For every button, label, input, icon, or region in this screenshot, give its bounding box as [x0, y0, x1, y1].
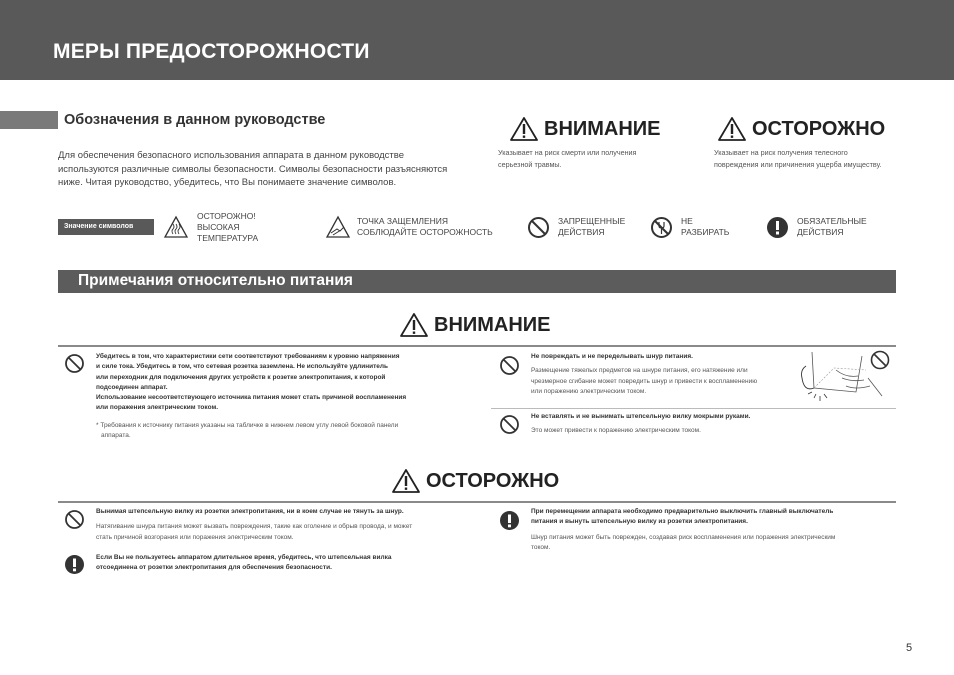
symbol-label-line: ТЕМПЕРАТУРА: [197, 233, 259, 243]
caution-heading-text: ОСТОРОЖНО: [752, 117, 886, 140]
symbol-label-line: НЕ: [681, 216, 693, 226]
caution-heading-power: [391, 468, 559, 494]
symbol-label-line: ОБЯЗАТЕЛЬНЫЕ: [797, 216, 867, 226]
text-line: стать причиной возгорания или поражения электрическим током.: [96, 533, 294, 541]
bold-line: или переходник для подключения других устройств к розетке электропитания, к которой: [96, 373, 386, 381]
warning-wet-hands: [531, 412, 861, 437]
bold-line: Вынимая штепсельную вилку из розетки электропитания, ни в коем случае не тянуть за шнур.: [96, 508, 404, 515]
symbol-label-line: ДЕЙСТВИЯ: [797, 227, 844, 237]
symbols-intro-text: Для обеспечения безопасного использования аппарата в данном руководстве используются различные символы безопасности. Символы безопасности разъясняются ниже. Читая руководство, убедитесь, что Вы понимаете значение символов.: [58, 150, 448, 188]
text-line: Шнур питания может быть поврежден, создавая риск воспламенения или поражения электрическим: [531, 533, 836, 541]
warning-description: [498, 147, 636, 171]
symbol-label-line: ЗАПРЕЩЕННЫЕ: [558, 216, 626, 226]
bold-line: Не вставлять и не вынимать штепсельную вилку мокрыми руками.: [531, 413, 751, 420]
warning-triangle-icon: [717, 116, 747, 142]
warning-heading: [509, 116, 661, 142]
note-line: аппарата.: [101, 432, 131, 440]
prohibited-icon: [64, 509, 85, 530]
text-line: Это может привести к поражению электрическим током.: [531, 427, 701, 435]
caution-moving-machine: [531, 507, 891, 554]
text-line: Натягивание шнура питания может вызвать повреждения, такие как оголение и обрыв провода, и может: [96, 523, 413, 531]
warning-heading-text: ВНИМАНИЕ: [434, 313, 551, 336]
mandatory-action-icon: [766, 216, 789, 239]
text-line: чрезмерное сгибание может повредить шнур и привести к воспламенению: [531, 377, 758, 385]
prohibited-icon: [499, 414, 520, 435]
warning-heading-power: [399, 312, 551, 338]
bold-line: Не повреждать и не переделывать шнур питания.: [531, 353, 693, 360]
symbol-label-hot: [197, 211, 258, 244]
bold-line: отсоединена от розетки электропитания для обеспечения безопасности.: [96, 564, 332, 572]
prohibited-icon: [64, 353, 85, 374]
warning-desc-line: серьезной травмы.: [498, 160, 562, 169]
mandatory-action-icon: [499, 510, 520, 531]
symbol-label-prohibited: [558, 216, 625, 238]
warning-triangle-icon: [509, 116, 539, 142]
bold-line: При перемещении аппарата необходимо предварительно выключить главный выключатель: [531, 508, 834, 515]
warning-triangle-icon: [399, 312, 429, 338]
symbol-label-line: ТОЧКА ЗАЩЕМЛЕНИЯ: [357, 216, 449, 226]
caution-description: [714, 147, 881, 171]
symbol-label-line: ВЫСОКАЯ: [197, 222, 240, 232]
pinch-point-icon: [325, 215, 351, 239]
text-line: Размещение тяжелых предметов на шнуре питания, его натяжение или: [531, 367, 748, 375]
divider: [58, 501, 896, 503]
section-title-power: Примечания относительно питания: [78, 272, 353, 289]
symbol-label-line: ДЕЙСТВИЯ: [558, 227, 605, 237]
symbol-label-line: ОСТОРОЖНО!: [197, 211, 256, 221]
caution-desc-line: повреждения или причинения ущерба имуществу.: [714, 160, 882, 169]
symbol-label-line: СОБЛЮДАЙТЕ ОСТОРОЖНОСТЬ: [357, 227, 493, 237]
warning-desc-line: Указывает на риск смерти или получения: [498, 148, 637, 157]
bold-line: или поражения электрическим током.: [96, 404, 219, 412]
bold-line: подсоединен аппарат.: [96, 383, 168, 391]
caution-pull-plug: [96, 507, 466, 543]
divider: [491, 408, 896, 409]
do-not-disassemble-icon: [650, 216, 673, 239]
caution-unplug-when-unused: [96, 553, 466, 574]
prohibited-icon: [499, 355, 520, 376]
symbol-label-line: РАЗБИРАТЬ: [681, 227, 730, 237]
symbol-label-pinch: [357, 216, 493, 238]
section-title-symbols: Обозначения в данном руководстве: [64, 112, 326, 128]
text-line: или поражению электрическим током.: [531, 388, 647, 396]
caution-heading-text: ОСТОРОЖНО: [426, 469, 560, 492]
page-title: МЕРЫ ПРЕДОСТОРОЖНОСТИ: [53, 40, 370, 63]
text-line: током.: [531, 544, 551, 552]
page-number: 5: [906, 642, 913, 654]
warning-cord-damage: [531, 352, 796, 398]
warning-triangle-icon: [391, 468, 421, 494]
bold-line: и силе тока. Убедитесь в том, что сетевая розетка заземлена. Не используйте удлинитель: [96, 363, 389, 371]
mandatory-action-icon: [64, 554, 85, 575]
bold-line: питания и вынуть штепсельную вилку из розетки электропитания.: [531, 518, 748, 526]
note-line: * Требования к источнику питания указаны на табличке в нижнем левом углу левой боковой панели: [96, 421, 399, 429]
divider: [58, 345, 896, 347]
bold-line: Убедитесь в том, что характеристики сети соответствуют требованиям к уровню напряжения: [96, 353, 400, 360]
bold-line: Если Вы не пользуетесь аппаратом длительное время, убедитесь, что штепсельная вилка: [96, 554, 392, 561]
hot-surface-icon: [163, 215, 189, 239]
cord-illustration: [796, 348, 892, 406]
caution-heading: [717, 116, 885, 142]
prohibited-icon: [527, 216, 550, 239]
symbol-label-mandatory: [797, 216, 867, 238]
symbols-tag: Значение символов: [58, 219, 154, 235]
warning-power-requirements: [96, 352, 461, 442]
warning-heading-text: ВНИМАНИЕ: [544, 117, 661, 140]
section-accent: [0, 111, 58, 129]
symbol-label-disassemble: [681, 216, 729, 238]
bold-line: Использование несоответствующего источника питания может стать причиной воспламенения: [96, 394, 407, 402]
caution-desc-line: Указывает на риск получения телесного: [714, 148, 848, 157]
